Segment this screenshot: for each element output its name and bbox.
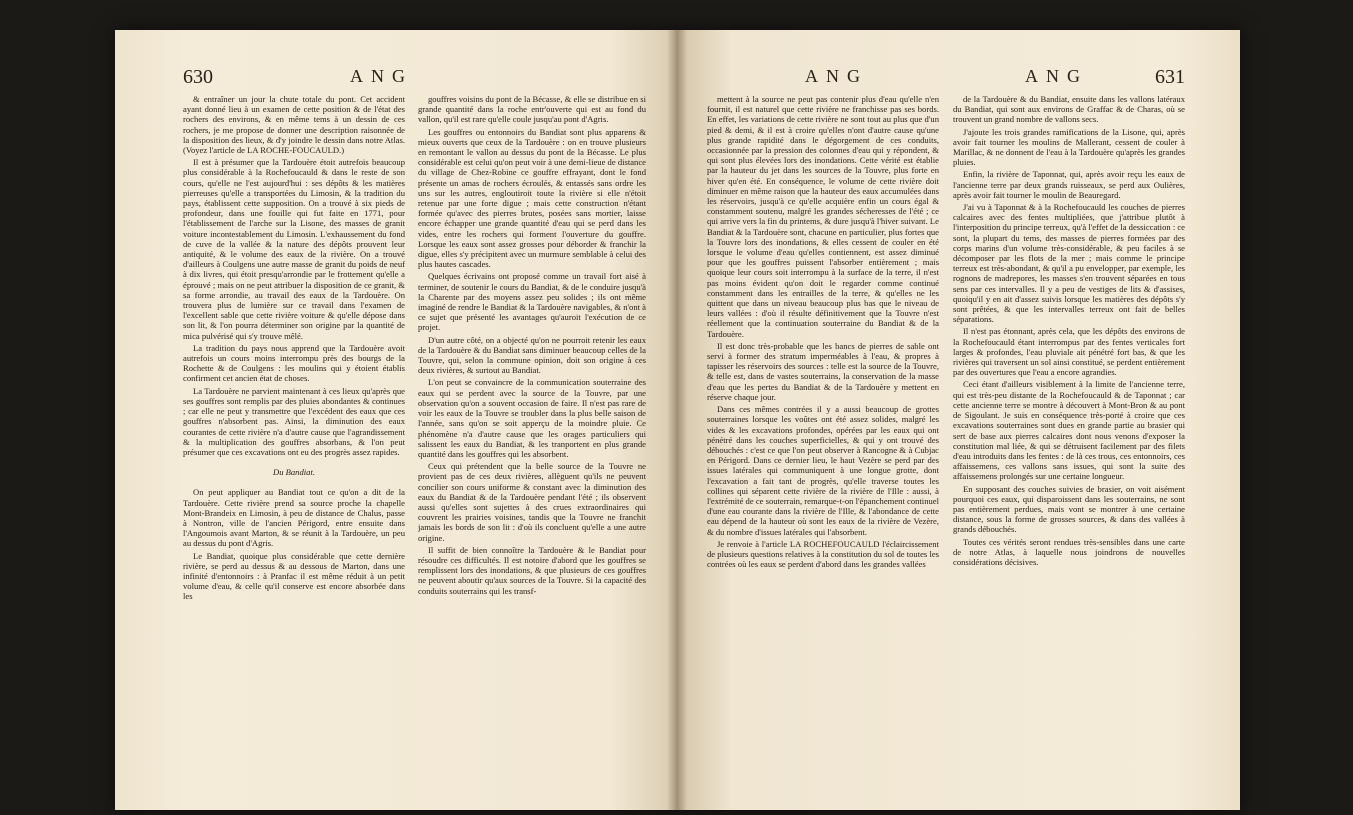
paragraph: Le Bandiat, quoique plus considérable que cette dernière rivière, se perd au dessus & au dessous de Marton, dans une infinité d'entonnoirs : à Pranfac il est même réduit à un petit volume d'eau, & celle qu'il conserve est encore absorbée dans les — [183, 550, 405, 602]
paragraph: Enfin, la rivière de Taponnat, qui, après avoir reçu les eaux de l'ancienne terre par deux grands ruisseaux, se perd aux Oulières, après avoir fait tourner le moulin de Beauregard. — [953, 169, 1185, 200]
paragraph: J'ai vu à Taponnat & à la Rochefoucauld les couches de pierres calcaires avec des fentes multipliées, que j'attribue plutôt à l'interposition du principe terreux, qu'à l'effet de la dessiccation : ce sont, la plupart du tems, des masses de pierres formées par des corps marins d'un volume très-considérable, & peu faciles à se décomposer par les flots de la mer ; mais comme le principe terreux est très-abondant, & qu'il a pu envelopper, par exemple, les rognons de madrepores, les masses s'en trouvent séparées en tous sens par ces intervalles. Il y a peu de vestiges de lits & d'assises, quoiqu'il y en ait d'assez suivis lorsque les matières des dépôts s'y sont prêtées, & que les intervalles terreux ont fait de belles séparations. — [953, 202, 1185, 325]
paragraph: L'on peut se convaincre de la communication souterraine des eaux qui se perdent avec la source de la Touvre, par une observation qu'on a souvent occasion de faire. Il n'est pas rare de voir les eaux de la Touvre se troubler dans la plus belle saison de l'année, sans qu'on se soit apperçu de la moindre pluie. Ce phénomène n'a d'autre cause que les orages particuliers qui salissent les eaux du Bandiat, & les tranportent en plus grande quantité dans les gouffres qui les absorbent. — [418, 377, 646, 459]
left-column-1 — [183, 94, 405, 794]
paragraph: & entraîner un jour la chute totale du pont. Cet accident ayant donné lieu à un examen de cette position & de l'état des rochers des environs, & en même tems à un dessin de ces rochers, je me propose de donner une description raisonnée de la disposition des lieux, & d'y joindre le dessin dans notre Atlas. (Voyez l'article de LA ROCHE-FOUCAULD.) — [183, 94, 405, 156]
right-column-1 — [707, 94, 939, 794]
paragraph: La Tardouère ne parvient maintenant à ces lieux qu'après que ses gouffres sont remplis par des pluies abondantes & continues ; car elle ne peut y transmettre que l'excédent des eaux que ces gouffres n'absorbent pas. Ainsi, la diminution des eaux courantes de cette rivière n'a d'autre cause que l'agrandissement & la multiplication des gouffres absorbans, & l'on peut présumer que ces excavations ont eu des progrès assez rapides. — [183, 385, 405, 457]
paragraph: Je renvoie à l'article LA ROCHEFOUCAULD l'éclaircissement de plusieurs questions relatives à la constitution du sol de toutes les contrées où les eaux se perdent d'abord dans les grandes vallées — [707, 538, 939, 570]
left-running-head: ANG — [350, 66, 413, 86]
book-spread — [115, 30, 1240, 810]
right-running-head-1: ANG — [805, 66, 868, 86]
paragraph: On peut appliquer au Bandiat tout ce qu'on a dit de la Tardouère. Cette rivière prend sa source proche la chapelle Mont-Brandeix en Limosin, à peu de distance de Chalus, passe à Nontron, ville de l'ancien Périgord, entre ensuite dans l'Angoumois avant Marton, & se réunit à la Tardouère, un peu au dessus du pont d'Agris. — [183, 487, 405, 549]
paragraph: Ceux qui prétendent que la belle source de la Touvre ne provient pas de ces deux rivières, allèguent qu'ils ne peuvent concilier son cours uniforme & constant avec la diminution des eaux du Bandiat & de la Tardouère pendant l'été ; ils observent aussi qu'elles sont sujettes à des crues extraordinaires qui couvrent les prairies voisines, tandis que la Touvre ne franchit jamais les bords de son lit : d'où ils concluent qu'elle a une autre origine. — [418, 461, 646, 543]
paragraph: Les gouffres ou entonnoirs du Bandiat sont plus apparens & mieux ouverts que ceux de la Tardouère : on en trouve plusieurs en remontant le vallon au dessus du pont de la Bécasse. Le plus considérable est celui qu'on peut voir à une demi-lieue de distance du village de Chez-Robine ce gouffre effrayant, dont le fond présente un amas de rochers écroulés, & entassés sans ordre les uns sur les autres, engloutiroit toute la rivière si elle n'étoit retenue par une forte digue ; mais cette construction n'étant formée qu'avec des pierres brutes, posées sans mortier, laisse encore échapper une grande quantité d'eau qui se perd dans les vides, entre les rochers qui forment l'ouverture du gouffre. Lorsque les eaux sont assez grosses pour déborder & franchir la digue, elles s'y précipitent avec un murmure semblable à celui des plus hautes cascades. — [418, 126, 646, 270]
paragraph: mettent à la source ne peut pas contenir plus d'eau qu'elle n'en fournit, il est naturel que cette rivière ne franchisse pas ses bords. En effet, les variations de cette rivière ne sont tout au plus que d'un pied & demi, & il est à croire qu'elles n'ont d'autre cause qu'une plus grande rapidité dans le dégorgement de ces conduits, occasionnée par la pression des colonnes d'eau qui y répondent, & qui sont plus élevées lors des inondations. Cette vérité est établie par la hauteur du jet dans les sources de la Touvre, plus forte en hiver qu'en été. En conséquence, le volume de cette rivière doit diminuer en même raison que la hauteur des eaux accumulées dans les réservoirs, jusqu'à ce qu'elle acquière enfin un cours égal & constamment soutenu, malgré les grandes sécheresses de l'été ; ce qui arrive vers la fin du printems, & dure jusqu'à l'hiver suivant. Le Bandiat & la Tardouère sont, chacune en particulier, plus fortes que la Touvre lors des inondations, & elles cessent de couler en été lorsque le volume d'eau qu'elles contiennent, est assez diminué pour que les gouffres puissent l'absorber entièrement ; mais quoique leur cours soit interrompu à la surface de la terre, il n'est pas moins évident qu'on doit le regarder comme continué constamment dans les entrailles de la terre, & qu'elles ne les quittent que dans un niveau beaucoup plus bas que le niveau de leurs vallées : d'où il résulte définitivement que la Touvre n'est réellement que la continuation souterraine du Bandiat & de la Tardouère. — [707, 94, 939, 339]
left-column-2 — [418, 94, 646, 794]
right-page-header — [677, 66, 1240, 92]
paragraph: D'un autre côté, on a objecté qu'on ne pourroit retenir les eaux de la Tardouère & du Bandiat sans diminuer beaucoup celles de la Touvre, qui, selon la commune opinion, doit son origine à ces deux rivières, & surtout au Bandiat. — [418, 334, 646, 376]
paragraph: Il est donc très-probable que les bancs de pierres de sable ont servi à former des stratum imperméables à l'eau, & propres à tapisser les réservoirs des sources : telle est la source de la Touvre, & telle est, dans de vastes souterrains, la conservation de la masse d'eau que les pertes du Bandiat & de la Tardouère y mettent en réserve chaque jour. — [707, 340, 939, 402]
section-heading: Du Bandiat. — [272, 467, 315, 478]
right-running-head-2: ANG — [1025, 66, 1088, 86]
left-page — [115, 30, 677, 810]
book-gutter — [667, 30, 687, 810]
paragraph: Ceci étant d'ailleurs visiblement à la limite de l'ancienne terre, qui est très-peu distante de la Rochefoucauld & de Taponnat ; car cette ancienne terre se montre à découvert à Mont-Bron & au pont de Sigoulant. Je suis en conséquence très-porté à croire que ces excavations souterraines sont dues en grande partie au brasier qui sert de base aux pierres calcaires dont nous venons d'exposer la constitution mal liée, & qui se détruisent facilement par des filets d'eau introduits dans les fentes : de là ces trous, ces entonnoirs, ces affaissemens, ces vallons sans issues, qui sont la suite des affaissemens prolongés sur une certaine longueur. — [953, 379, 1185, 482]
paragraph: J'ajoute les trois grandes ramifications de la Lisone, qui, après avoir fait tourner les moulins de Mallerant, cessent de couler à Marillac, & ne donnent de l'eau à la Tardouère qu'après les grandes pluies. — [953, 126, 1185, 168]
paragraph: gouffres voisins du pont de la Bécasse, & elle se distribue en si grande quantité dans la roche entr'ouverte qui est au fond du vallon, qu'il est rare qu'elle coule jusqu'au pont d'Agris. — [418, 94, 646, 125]
paragraph: En supposant des couches suivies de brasier, on voit aisément pourquoi ces eaux, qui disparoissent dans les souterrains, ne sont pas entièrement perdues, mais vont se montrer à une certaine distance, sous la forme de grosses sources, & dans des vallées à grands débouchés. — [953, 483, 1185, 535]
left-page-header — [115, 66, 677, 92]
right-column-2 — [953, 94, 1185, 794]
paragraph: La tradition du pays nous apprend que la Tardouère avoit autrefois un cours moins interrompu près des bourgs de la Rochette & de Coulgens : les moulins qui y étoient établis confirment cet ancien état de choses. — [183, 342, 405, 384]
paragraph: Il suffit de bien connoître la Tardouère & le Bandiat pour résoudre ces difficultés. Il est notoire d'abord que les gouffres se remplissent lors des inondations, & que plusieurs de ces gouffres ne peuvent aboutir qu'aux sources de la Touvre. Si la capacité des conduits souterrains qui les transf- — [418, 544, 646, 596]
paragraph: Quelques écrivains ont proposé comme un travail fort aisé à terminer, de soutenir le cours du Bandiat, & de le conduire jusqu'à la Charente par des moyens assez peu solides ; ils ont même imaginé de rendre le Bandiat & la Tardouère navigables, & n'ont à ce sujet que présenté les avantages qu'auroit l'exécution de ce projet. — [418, 271, 646, 333]
paragraph: Il n'est pas étonnant, après cela, que les dépôts des environs de la Rochefoucauld étant interrompus par des fentes verticales fort larges & profondes, l'eau pluviale ait pénétré fort bas, & que les rivières qui traversent un sol ainsi constitué, se perdent entièrement par des ouvertures que l'eau a encore agrandies. — [953, 326, 1185, 378]
right-page — [677, 30, 1240, 810]
paragraph: de la Tardouère & du Bandiat, ensuite dans les vallons latéraux du Bandiat, qui sont aux environs de Graffac & de Charas, où se trouvent un grand nombre de vallons secs. — [953, 94, 1185, 125]
left-page-number: 630 — [183, 66, 213, 88]
right-page-number: 631 — [1155, 66, 1185, 88]
paragraph: Dans ces mêmes contrées il y a aussi beaucoup de grottes souterraines lorsque les voûtes ont été assez solides, malgré les vides & les excavations profondes, opérées par les eaux qui ont pénétré dans les couches superficielles, & qui y ont trouvé des débouchés : c'est ce que l'on peut observer à Rancogne & à Cubjac en Périgord. Dans ce dernier lieu, le haut Vezère se perd par des issues latérales qui communiquent à une longue grotte, dont l'excavation a fait tant de progrès, qu'elle traverse toutes les collines qui séparent cette rivière de la rivière de l'Ille : aussi, à l'extrémité de ce souterrain, remarque-t-on l'épanchement continuel d'une eau courante dans la rivière de l'Ille, & l'abondance de cette eau dépend de la hauteur où sont les eaux de la rivière de Vezère, & du nombre d'issues latérales qui l'absorbent. — [707, 404, 939, 537]
paragraph: Toutes ces vérités seront rendues très-sensibles dans une carte de notre Atlas, à laquelle nous joindrons de nouvelles considérations décisives. — [953, 536, 1185, 567]
paragraph: Il est à présumer que la Tardouère étoit autrefois beaucoup plus considérable à la Rochefoucauld & dans le reste de son cours, qu'elle ne l'est aujourd'hui : ses dépôts & les matières pierreuses qu'elle a transportées du Limosin, & la tradition du pays, établissent cette supposition. On a trouvé à six pieds de profondeur, dans une fouille qui fut faite en 1771, pour l'établissement de l'arche sur la Lisone, des masses de granit voiture incontestablement du Limosin. L'exhaussement du fond de cuve de la vallée & la nature des dépôts prouvent leur antiquité, & le volume des eaux de la rivière. On a trouvé d'ailleurs à Coulgens une autre masse de granit du poids de neuf à dix livres, qui étoit presqu'arrondie par le frottement qu'elle a éprouvé ; mais on ne peut attribuer la disposition de ce granit, & sa forme arrondie, au travail des eaux de la Tardouère. On trouvera plus de lumière sur ce travail dans l'examen de l'excellent sable que cette rivière voiture & qu'elle dépose dans son lit, & l'on pourra déterminer son origine par la quantité de mica pulvérisé qui s'y trouve mêlé. — [183, 157, 405, 341]
